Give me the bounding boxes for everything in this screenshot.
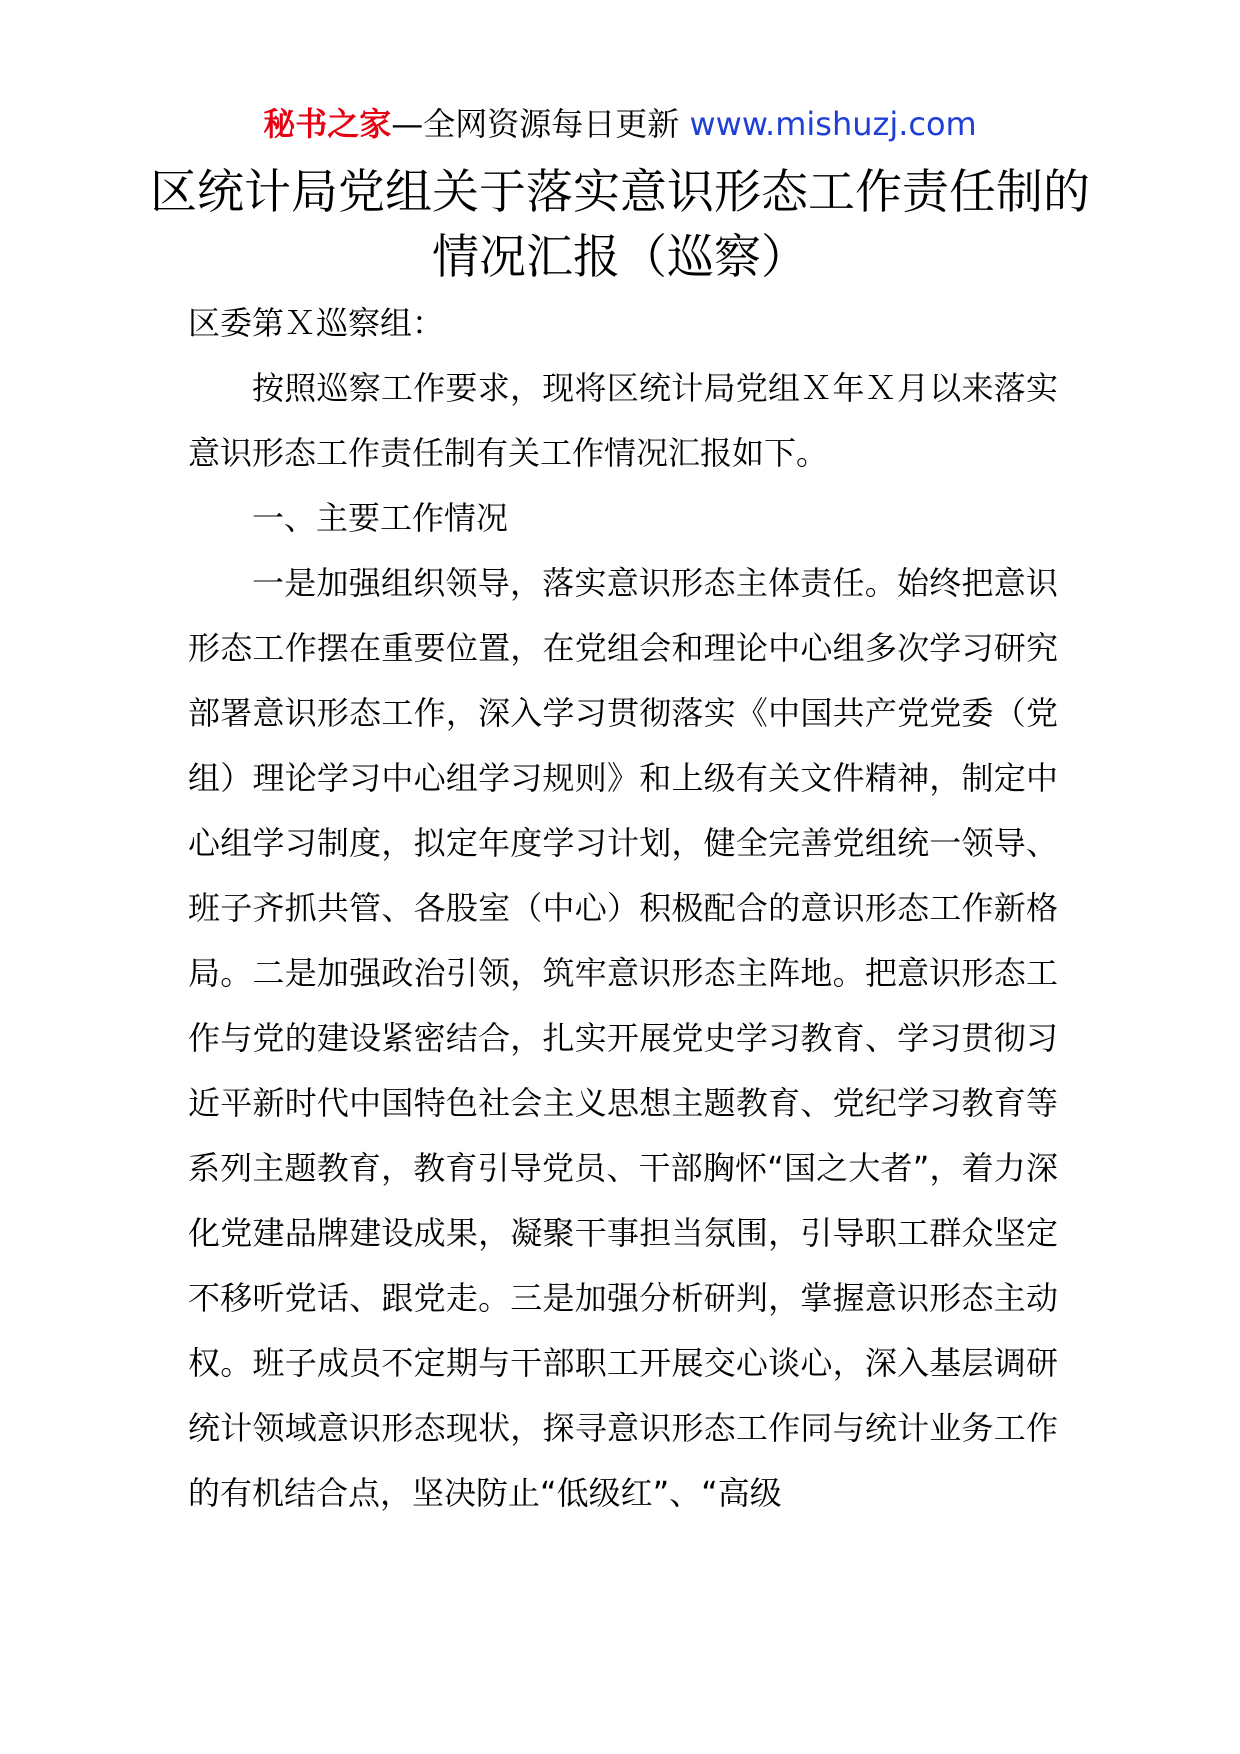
header-slogan: —全网资源每日更新 (391, 105, 690, 143)
section-heading: 一、主要工作情况 (252, 499, 509, 537)
site-header (0, 100, 1240, 148)
brand-name: 秘书之家 (263, 105, 392, 143)
intro-paragraph: 按照巡察工作要求，现将区统计局党组Ｘ年Ｘ月以来落实意识形态工作责任制有关工作情况汇报如下。 (188, 369, 1058, 472)
body-paragraph: 一是加强组织领导，落实意识形态主体责任。始终把意识形态工作摆在重要位置，在党组会和理论中心组多次学习研究部署意识形态工作，深入学习贯彻落实《中国共产党党委（党组）理论学习中心组学习规则》和上级有关文件精神，制定中心组学习制度，拟定年度学习计划，健全完善党组统一领导、班子齐抓共管、各股室（中心）积极配合的意识形态工作新格局。二是加强政治引领，筑牢意识形态主阵地。把意识形态工作与党的建设紧密结合，扎实开展党史学习教育、学习贯彻习近平新时代中国特色社会主义思想主题教育、党纪学习教育等系列主题教育，教育引导党员、干部胸怀“国之大者”，着力深化党建品牌建设成果，凝聚干事担当氛围，引导职工群众坚定不移听党话、跟党走。三是加强分析研判，掌握意识形态主动权。班子成员不定期与干部职工开展交心谈心，深入基层调研统计领域意识形态现状，探寻意识形态工作同与统计业务工作的有机结合点，坚决防止“低级红”、“高级 (188, 564, 1058, 1512)
site-url: www.mishuzj.com (689, 105, 977, 143)
document-title: 区统计局党组关于落实意识形态工作责任制的情况汇报（巡察） (150, 165, 1090, 285)
document-body (188, 291, 1058, 1526)
salutation: 区委第Ｘ巡察组： (188, 304, 445, 342)
